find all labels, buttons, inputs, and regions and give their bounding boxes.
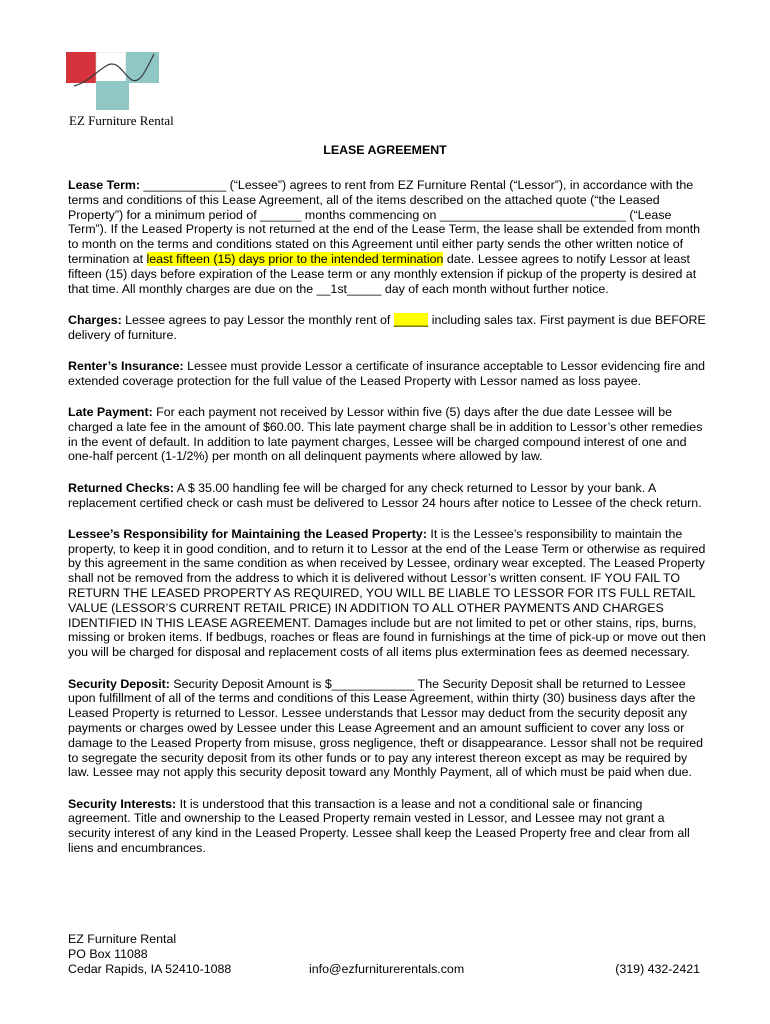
security-deposit-text: Security Deposit Amount is $____________ The Security Deposit shall be returned to Lessee upon fulfillment of all of the terms and conditions of this Lease Agreement, within thirty (30) business days after the Leased Property is returned to Lessor. Lessee understands that Lessor may deduct from the security deposit any payments or charges owed by Lessee under this Lease Agreement and an amount sufficient to cover any loss or damage to the Leased Property from misuse, gross negligence, theft or disappearance. Lessor shall not be required to segregate the security deposit from its other funds or to pay any interest thereon except as may be required by law. Lessee may not apply this security deposit toward any Monthly Payment, all of which must be paid when due. — [68, 676, 704, 780]
company-logo-text: EZ Furniture Rental — [69, 113, 174, 128]
insurance-text: Lessee must provide Lessor a certificate of insurance acceptable to Lessor evidencing fire and extended coverage protection for the full value of the Leased Property with Lessor named as loss payee. — [68, 358, 706, 388]
insurance-clause — [68, 359, 708, 389]
footer-phone: (319) 432-2421 — [615, 961, 700, 976]
lease-term-highlight: least fifteen (15) days prior to the intended termination — [146, 251, 444, 266]
footer-company: EZ Furniture Rental — [68, 932, 177, 946]
charges-clause — [68, 313, 708, 343]
returned-checks-clause — [68, 481, 708, 511]
lease-term-clause — [68, 178, 708, 296]
security-interests-heading: Security Interests: — [68, 796, 177, 811]
charges-heading: Charges: — [68, 312, 122, 327]
insurance-heading: Renter’s Insurance: — [68, 358, 184, 373]
responsibility-text: It is the Lessee’s responsibility to maintain the property, to keep it in good condition, and to return it to Lessor at the end of the Lease Term or otherwise as required by this agreement in the same condition as when received by Lessee, ordinary wear excepted. The Leased Property shall not be removed from the address to which it is delivered without Lessor’s written consent. IF YOU FAIL TO RETURN THE LEASED PROPERTY AS REQUIRED, YOU WILL BE LIABLE TO LESSOR FOR ITS FULL RETAIL VALUE (LESSOR’S CURRENT RETAIL PRICE) IN ADDITION TO ALL OTHER PAYMENTS AND CHARGES IDENTIFIED IN THIS LEASE AGREEMENT. Damages include but are not limited to pet or other stains, rips, burns, missing or broken items. If bedbugs, roaches or fleas are found in furnishings at the time of pick-up or move out then you will be charged for disposal and replacement costs of all items plus extermination fees as deemed necessary. — [68, 526, 706, 660]
document-title: LEASE AGREEMENT — [323, 143, 447, 157]
responsibility-heading: Lessee’s Responsibility for Maintaining the Leased Property: — [68, 526, 427, 541]
charges-text: Lessee agrees to pay Lessor the monthly rent of — [121, 312, 394, 327]
lease-term-text: ____________ (“Lessee”) agrees to rent from EZ Furniture Rental (“Lessor”), in accordance with the terms and conditions of this Lease Agreement, all of the items described on the attached quote (“the Leased Property”) for a minimum period of ______ months commencing on ___________________________ (“Lease Term”). If the Leased Property is not returned at the end of the Lease Term, the lease shall be extended from month to month on the terms and conditions stated on this Agreement until either party sends the other written notice of termination at — [68, 178, 701, 266]
company-logo-mark — [66, 52, 166, 112]
security-interests-clause — [68, 797, 708, 856]
footer-email: info@ezfurniturerentals.com — [309, 961, 465, 976]
monthly-rent-blank: _____ — [393, 312, 429, 327]
lease-term-text-cont: date. Lessee agrees to notify Lessor at least fifteen (15) days before expiration of the Lease term or any monthly extension if pickup of the property is desired at that time. All monthly charges are due on the __1st_____ day of each month without further notice. — [68, 251, 697, 296]
late-payment-heading: Late Payment: — [68, 405, 153, 420]
charges-text-cont: including sales tax. First payment is due BEFORE delivery of furniture. — [68, 312, 706, 342]
security-deposit-heading: Security Deposit: — [68, 676, 170, 691]
lease-term-heading: Lease Term: — [68, 178, 141, 192]
late-payment-clause — [68, 405, 708, 464]
returned-checks-text: A $ 35.00 handling fee will be charged for any check returned to Lessor by your bank. A replacement certified check or cash must be delivered to Lessor 24 hours after notice to Lessee of the check return. — [68, 480, 702, 510]
agreement-body — [68, 178, 708, 931]
security-interests-text: It is understood that this transaction is a lease and not a conditional sale or financing agreement. Title and ownership to the Leased Property remain vested in Lessor, and Lessee may not grant a security interest of any kind in the Leased Property. Lessee shall keep the Leased Property free and clear from all liens and encumbrances. — [68, 796, 690, 855]
page-footer — [68, 932, 708, 992]
footer-po-box: PO Box 11088 — [68, 946, 148, 961]
late-payment-text: For each payment not received by Lessor within five (5) days after the due date Lessee will be charged a late fee in the amount of $60.00. This late payment charge shall be in addition to Lessor’s other remedies in the event of default. In addition to late payment charges, Lessee will be charged compound interest of one and one-half percent (1-1/2%) per month on all delinquent payments where allowed by law. — [68, 405, 703, 464]
footer-city: Cedar Rapids, IA 52410-1088 — [68, 961, 232, 976]
responsibility-clause — [68, 527, 708, 660]
returned-checks-heading: Returned Checks: — [68, 480, 175, 495]
security-deposit-clause — [68, 677, 708, 781]
